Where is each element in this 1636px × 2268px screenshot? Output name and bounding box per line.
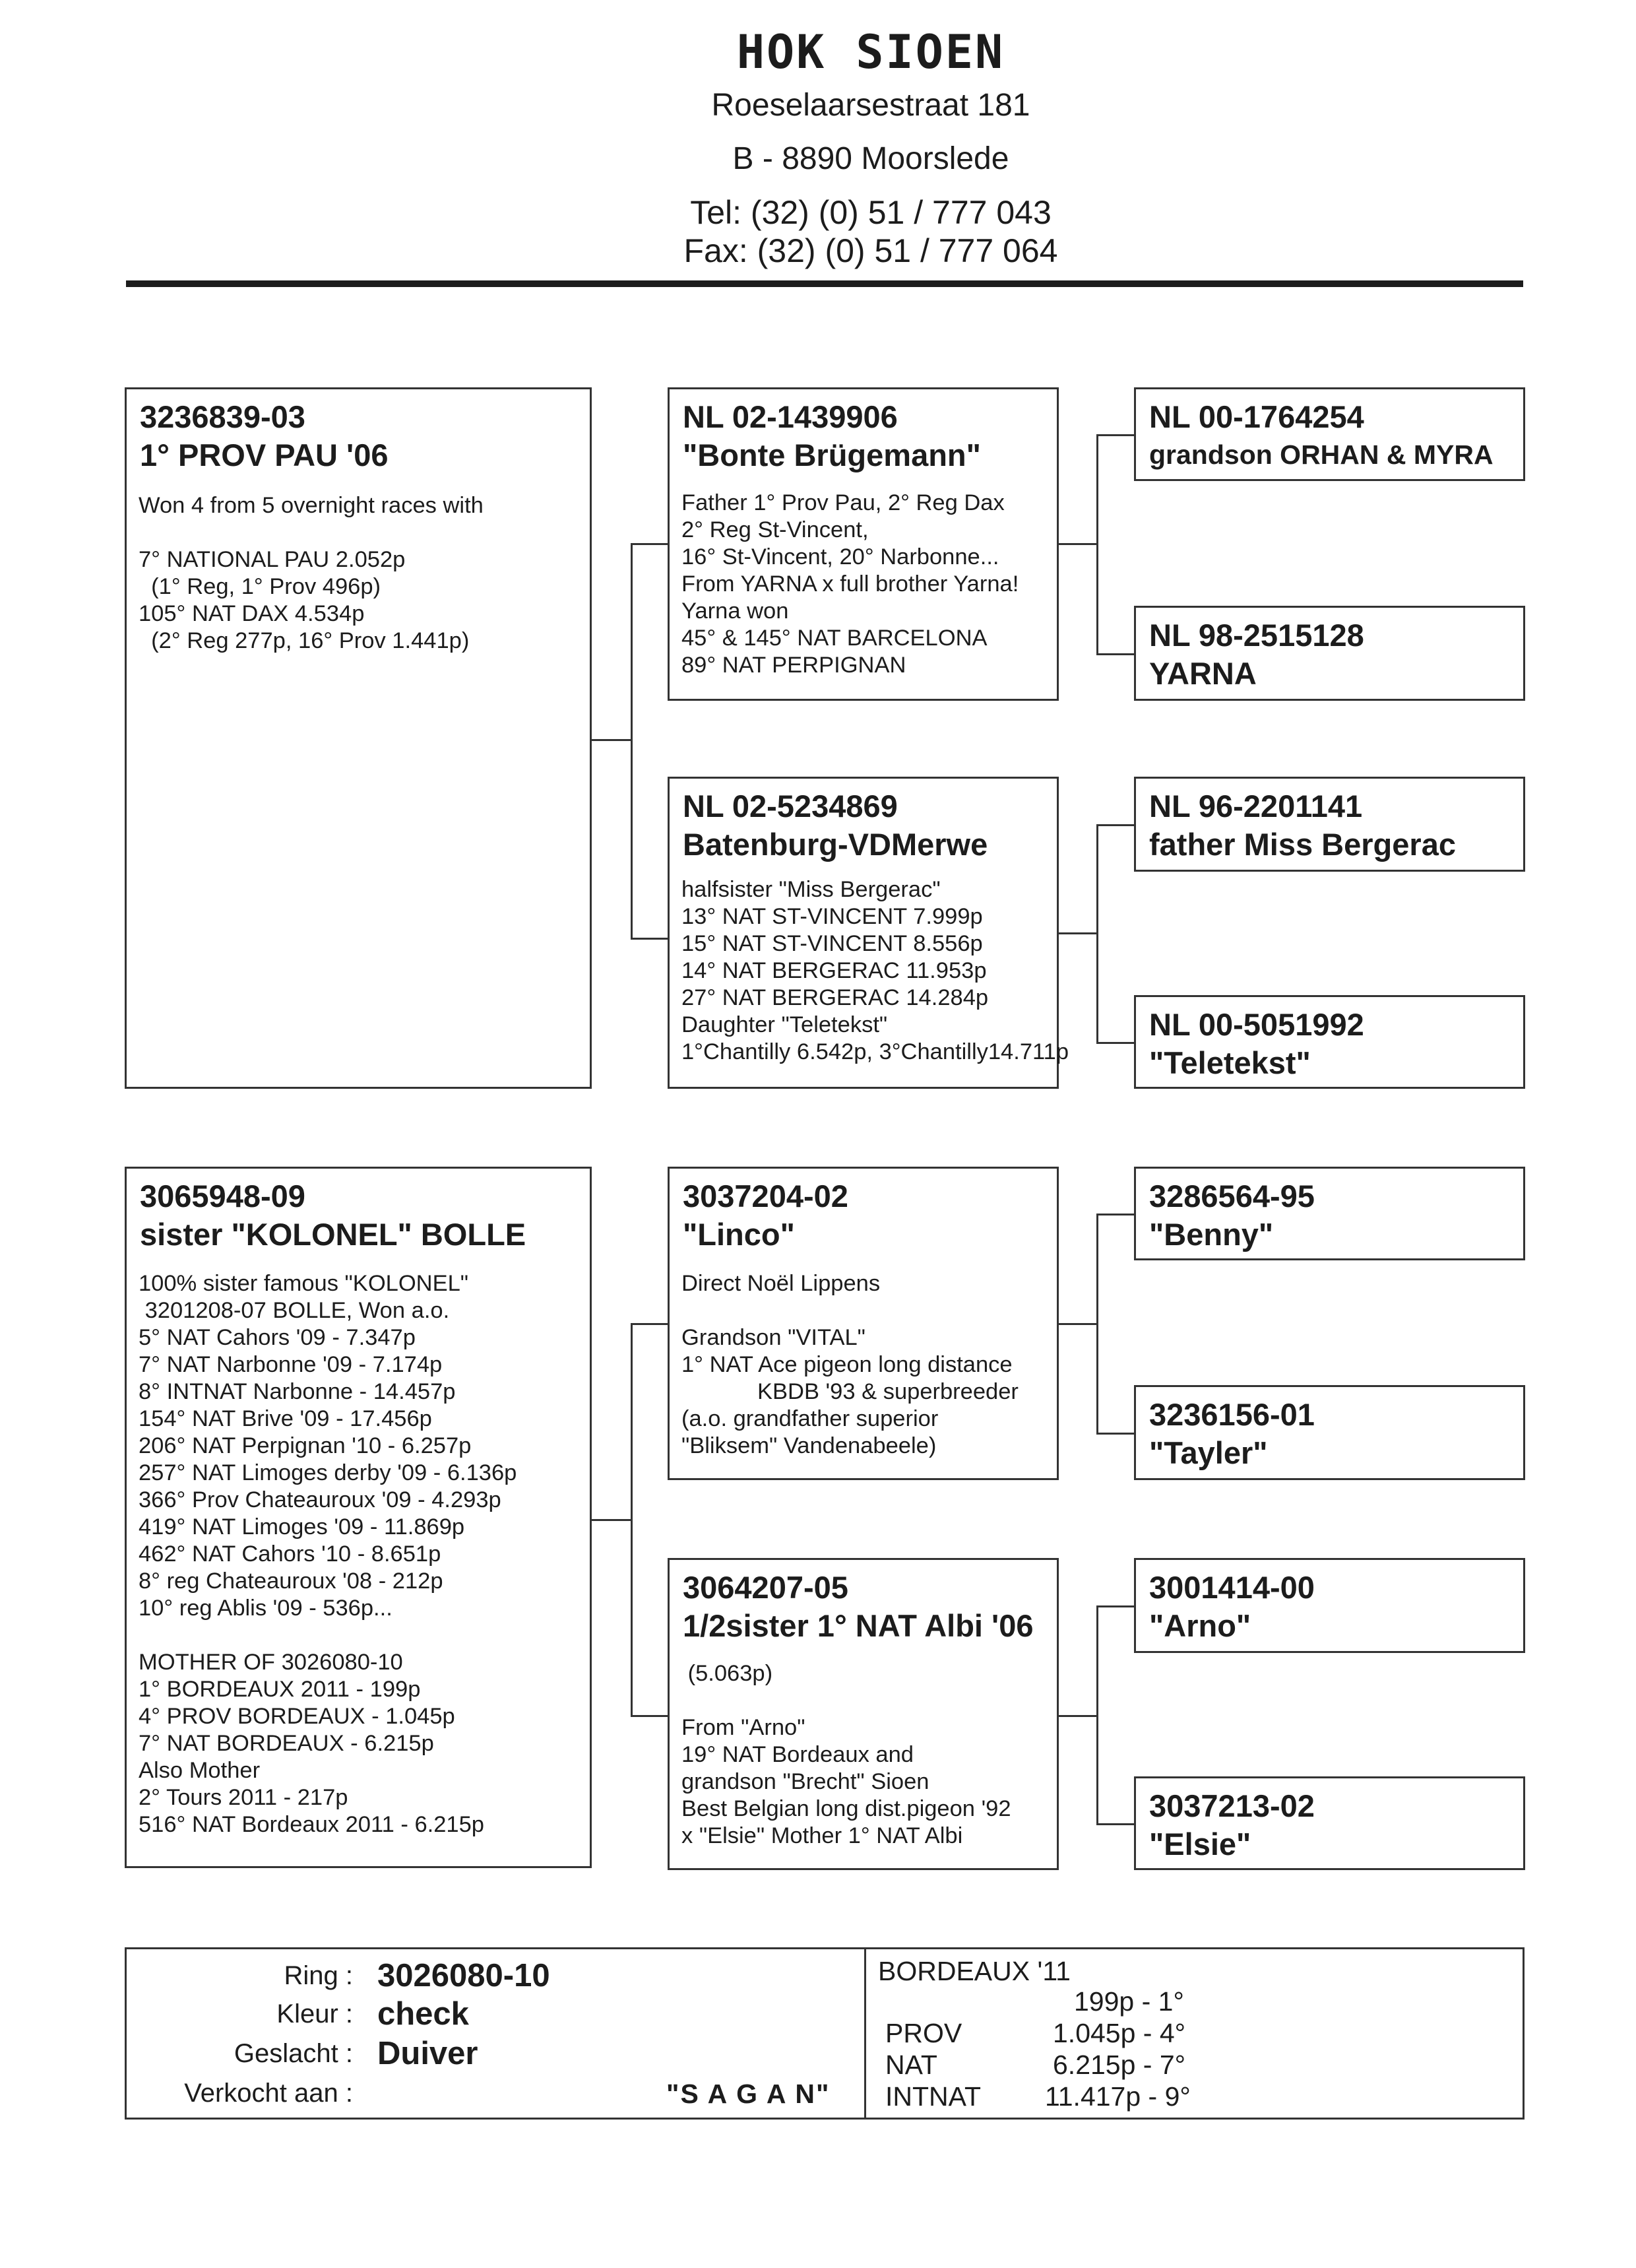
sire-father-name: "Bonte Brügemann" — [683, 437, 981, 472]
connector-line — [1096, 434, 1098, 655]
dam-father-father-ring: 3286564-95 — [1149, 1179, 1315, 1214]
connector-line — [1096, 1433, 1134, 1435]
kleur-label: Kleur : — [276, 1999, 353, 2028]
sire-mother-box — [668, 777, 1069, 1089]
dam-notes: 100% sister famous "KOLONEL" 3201208-07 BOLLE, Won a.o. 5° NAT Cahors '09 - 7.347p 7° NAT Narbonne '09 - 7.174p 8° INTNAT Narbonne - 14.457p 154° NAT Brive '09 - 17.456p 206° NAT Perpignan '10 - 6.257p 257° NAT Limoges derby '09 - 6.136p 366° Prov Chateauroux '09 - 4.293p 419° NAT Limoges '09 - 11.869p 462° NAT Cahors '10 - 8.651p 8° reg Chateauroux '08 - 212p 10° reg Ablis '09 - 536p... MOTHER OF 3026080-10 1° BORDEAUX 2011 - 199p 4° PROV BORDEAUX - 1.045p 7° NAT BORDEAUX - 6.215p Also Mother 2° Tours 2011 - 217p 516° NAT Bordeaux 2011 - 6.215p — [139, 1271, 517, 1837]
sire-father-box — [668, 387, 1059, 701]
dam-father-notes: Direct Noël Lippens Grandson "VITAL" 1° NAT Ace pigeon long distance KBDB '93 & superbreeder (a.o. grandfather superior "Bliksem" Vandenabeele) — [681, 1271, 1019, 1458]
dam-father-name: "Linco" — [683, 1217, 795, 1252]
result-value: 6.215p - 7° — [1053, 2050, 1186, 2080]
ring-label: Ring : — [284, 1961, 353, 1990]
sire-mother-name: Batenburg-VDMerwe — [683, 827, 988, 862]
connector-line — [631, 543, 633, 939]
sire-father-notes: Father 1° Prov Pau, 2° Reg Dax 2° Reg St-Vincent, 16° St-Vincent, 20° Narbonne... From YARNA x full brother Yarna! Yarna won 45° & 145° NAT BARCELONA 89° NAT PERPIGNAN — [681, 490, 1019, 678]
ring-value: 3026080-10 — [377, 1958, 550, 1993]
dam-father-box — [668, 1167, 1059, 1480]
sire-name: 1° PROV PAU '06 — [140, 437, 389, 472]
geslacht-value: Duiver — [377, 2036, 478, 2071]
footer-divider — [864, 1947, 866, 2120]
address-city: B - 8890 Moorslede — [732, 141, 1009, 176]
connector-line — [631, 543, 668, 545]
dam-mother-box — [668, 1558, 1059, 1870]
dam-father-father-name: "Benny" — [1149, 1217, 1274, 1252]
connector-line — [1096, 1214, 1134, 1215]
sire-father-ring: NL 02-1439906 — [683, 399, 898, 434]
connector-line — [631, 1323, 633, 1717]
sire-father-mother-name: YARNA — [1149, 656, 1257, 691]
dam-father-father-box — [1134, 1167, 1525, 1260]
dam-mother-father-box — [1134, 1558, 1525, 1653]
connector-line — [631, 1323, 668, 1325]
dam-ring: 3065948-09 — [140, 1179, 305, 1214]
connector-line — [1096, 434, 1134, 436]
connector-line — [1096, 824, 1098, 1044]
dam-mother-mother-box — [1134, 1776, 1525, 1870]
connector-line — [1096, 1823, 1134, 1825]
telephone: Tel: (32) (0) 51 / 777 043 — [690, 194, 1052, 231]
sire-mother-father-box — [1134, 777, 1525, 872]
sire-mother-ring: NL 02-5234869 — [683, 789, 898, 824]
dam-name: sister "KOLONEL" BOLLE — [140, 1217, 526, 1252]
sire-mother-mother-ring: NL 00-5051992 — [1149, 1007, 1364, 1042]
sire-father-father-name: grandson ORHAN & MYRA — [1149, 439, 1494, 470]
result-value: 11.417p - 9° — [1045, 2081, 1191, 2112]
dam-box — [125, 1167, 592, 1868]
sire-father-father-ring: NL 00-1764254 — [1149, 399, 1364, 434]
connector-line — [592, 739, 631, 741]
dam-mother-name: 1/2sister 1° NAT Albi '06 — [683, 1608, 1034, 1643]
result-level: NAT — [885, 2050, 937, 2080]
race-title: BORDEAUX '11 — [878, 1956, 1071, 1986]
connector-line — [631, 938, 668, 940]
dam-mother-mother-name: "Elsie" — [1149, 1827, 1251, 1862]
dam-mother-ring: 3064207-05 — [683, 1570, 848, 1605]
dam-father-mother-name: "Tayler" — [1149, 1435, 1268, 1470]
dam-mother-notes: (5.063p) From "Arno" 19° NAT Bordeaux and grandson "Brecht" Sioen Best Belgian long dist.pigeon '92 x "Elsie" Mother 1° NAT Albi — [681, 1661, 1011, 1848]
loft-name: HOK SIOEN — [736, 25, 1005, 79]
sire-father-mother-ring: NL 98-2515128 — [1149, 618, 1364, 653]
connector-line — [1059, 1323, 1097, 1325]
result-value: 1.045p - 4° — [1053, 2018, 1186, 2048]
verkocht-label: Verkocht aan : — [184, 2079, 353, 2108]
result-value: 199p - 1° — [1074, 1986, 1184, 2017]
connector-line — [631, 1715, 668, 1717]
connector-line — [1096, 1214, 1098, 1435]
sire-mother-notes: halfsister "Miss Bergerac" 13° NAT ST-VINCENT 7.999p 15° NAT ST-VINCENT 8.556p 14° NAT BERGERAC 11.953p 27° NAT BERGERAC 14.284p Daughter "Teletekst" 1°Chantilly 6.542p, 3°Chantilly14.711p — [681, 877, 1069, 1064]
connector-line — [1096, 1605, 1134, 1607]
sire-mother-mother-box — [1134, 995, 1525, 1089]
sire-ring: 3236839-03 — [140, 399, 305, 434]
connector-line — [1059, 1715, 1097, 1717]
sire-father-mother-box — [1134, 606, 1525, 701]
dam-father-mother-ring: 3236156-01 — [1149, 1397, 1315, 1432]
connector-line — [1059, 932, 1097, 934]
sire-mother-father-name: father Miss Bergerac — [1149, 827, 1456, 862]
connector-line — [592, 1519, 631, 1521]
result-level: INTNAT — [885, 2081, 982, 2112]
sire-box — [125, 387, 592, 1089]
dam-mother-father-ring: 3001414-00 — [1149, 1570, 1315, 1605]
dam-mother-father-name: "Arno" — [1149, 1608, 1251, 1643]
pigeon-nickname: "S A G A N" — [666, 2079, 831, 2109]
address-street: Roeselaarsestraat 181 — [711, 88, 1030, 123]
geslacht-label: Geslacht : — [234, 2039, 353, 2068]
connector-line — [1096, 1605, 1098, 1825]
dam-father-ring: 3037204-02 — [683, 1179, 848, 1214]
connector-line — [1096, 653, 1134, 655]
connector-line — [1059, 543, 1097, 545]
result-level: PROV — [885, 2018, 962, 2048]
dam-father-mother-box — [1134, 1385, 1525, 1480]
sire-father-father-box — [1134, 387, 1525, 481]
connector-line — [1096, 824, 1134, 826]
sire-notes: Won 4 from 5 overnight races with 7° NATIONAL PAU 2.052p (1° Reg, 1° Prov 496p) 105° NAT DAX 4.534p (2° Reg 277p, 16° Prov 1.441p) — [139, 493, 484, 653]
sire-mother-father-ring: NL 96-2201141 — [1149, 789, 1363, 824]
connector-line — [1096, 1042, 1134, 1044]
header-divider — [126, 280, 1523, 287]
dam-mother-mother-ring: 3037213-02 — [1149, 1788, 1315, 1823]
sire-mother-mother-name: "Teletekst" — [1149, 1045, 1311, 1080]
kleur-value: check — [377, 1996, 469, 2032]
fax: Fax: (32) (0) 51 / 777 064 — [683, 232, 1058, 269]
